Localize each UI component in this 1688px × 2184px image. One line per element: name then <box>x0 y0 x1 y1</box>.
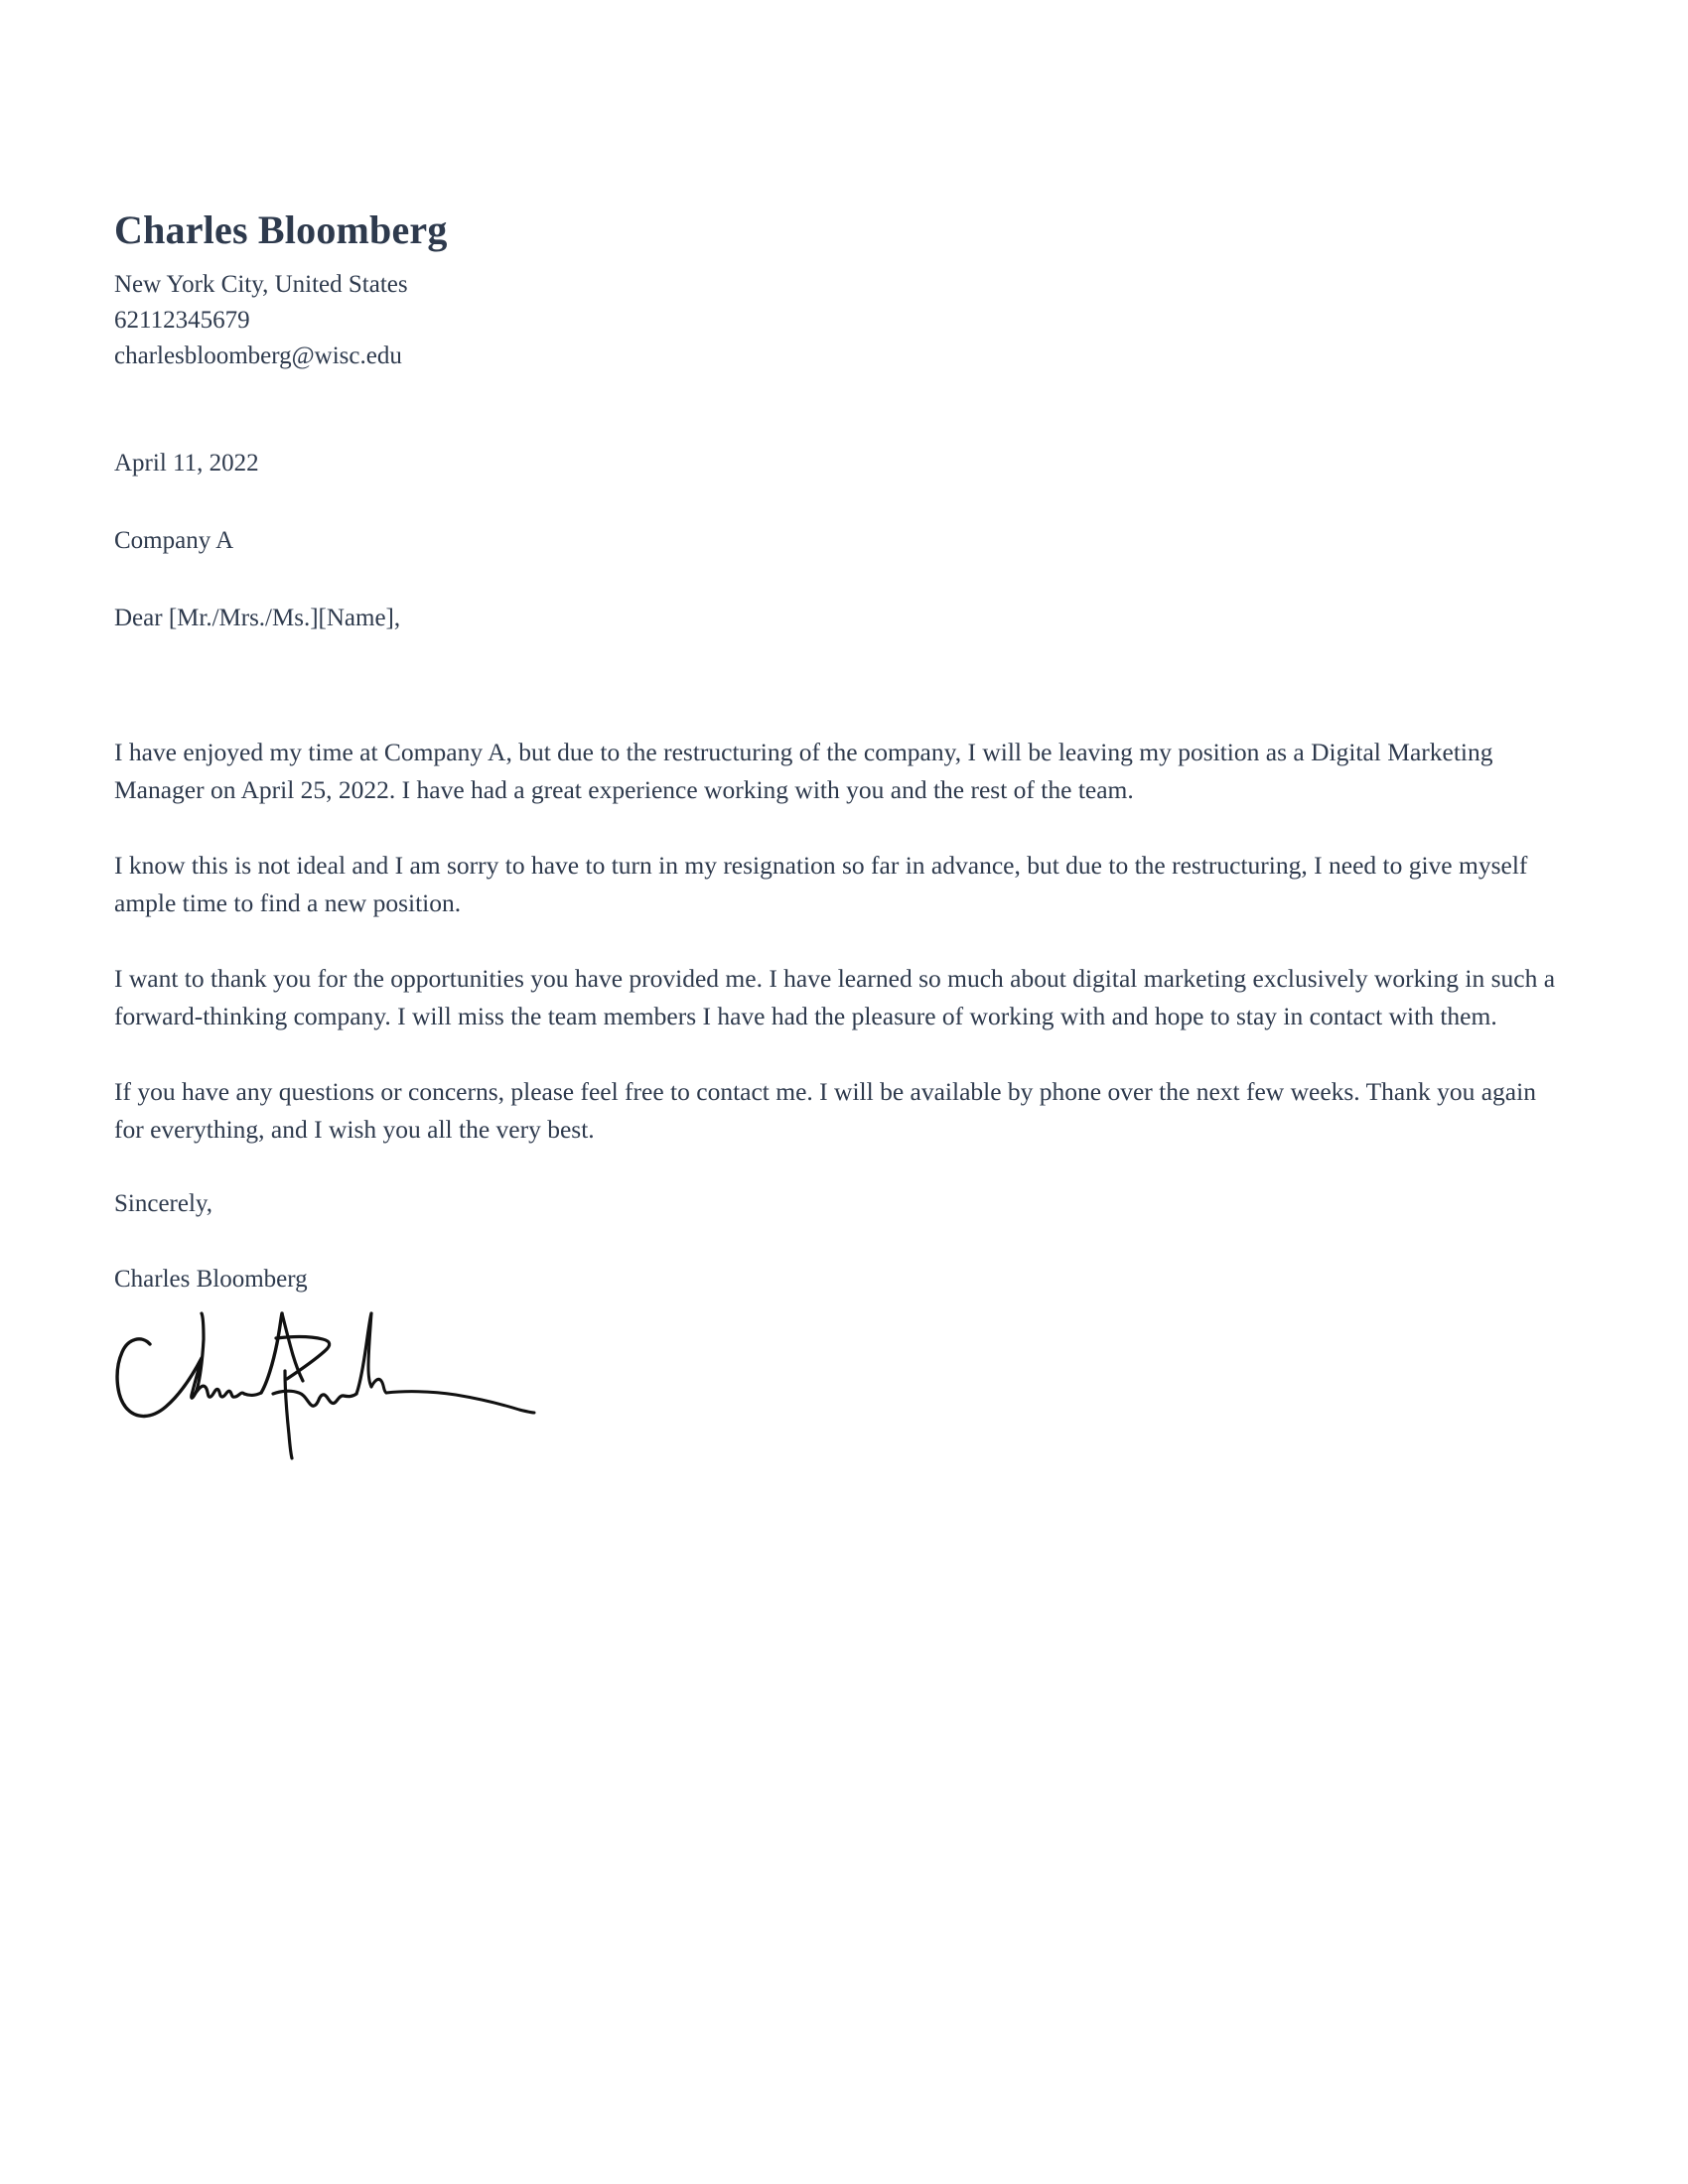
letter-body <box>114 734 1564 1149</box>
sender-name: Charles Bloomberg <box>114 207 448 252</box>
signer-name: Charles Bloomberg <box>114 1265 308 1293</box>
sender-email: charlesbloomberg@wisc.edu <box>114 341 402 369</box>
letter-date: April 11, 2022 <box>114 449 259 477</box>
letter-content <box>114 208 1564 1460</box>
signature-image <box>114 1311 551 1460</box>
body-paragraph: If you have any questions or concerns, please feel free to contact me. I will be available by phone over the next few weeks. Thank you again for everything, and I wish you all the very best. <box>114 1076 1536 1144</box>
letter-closing <box>114 1186 1564 1460</box>
body-paragraph: I know this is not ideal and I am sorry to have to turn in my resignation so far in advance, but due to the restructuring, I need to give myself ample time to find a new position. <box>114 850 1528 917</box>
valediction: Sincerely, <box>114 1189 213 1217</box>
sender-location: New York City, United States <box>114 270 408 298</box>
handwritten-signature-icon <box>114 1311 551 1460</box>
salutation: Dear [Mr./Mrs./Ms.][Name], <box>114 604 401 631</box>
sender-phone: 62112345679 <box>114 306 250 334</box>
body-paragraph: I want to thank you for the opportunities you have provided me. I have learned so much about digital marketing exclusively working in such a forward-thinking company. I will miss the team members I have had the pleasure of working with and hope to stay in contact with them. <box>114 963 1556 1030</box>
letterhead <box>114 208 1564 374</box>
body-paragraph: I have enjoyed my time at Company A, but due to the restructuring of the company, I will be leaving my position as a Digital Marketing Manager on April 25, 2022. I have had a great experience working with you and the rest of the team. <box>114 737 1493 804</box>
recipient-company: Company A <box>114 526 234 554</box>
